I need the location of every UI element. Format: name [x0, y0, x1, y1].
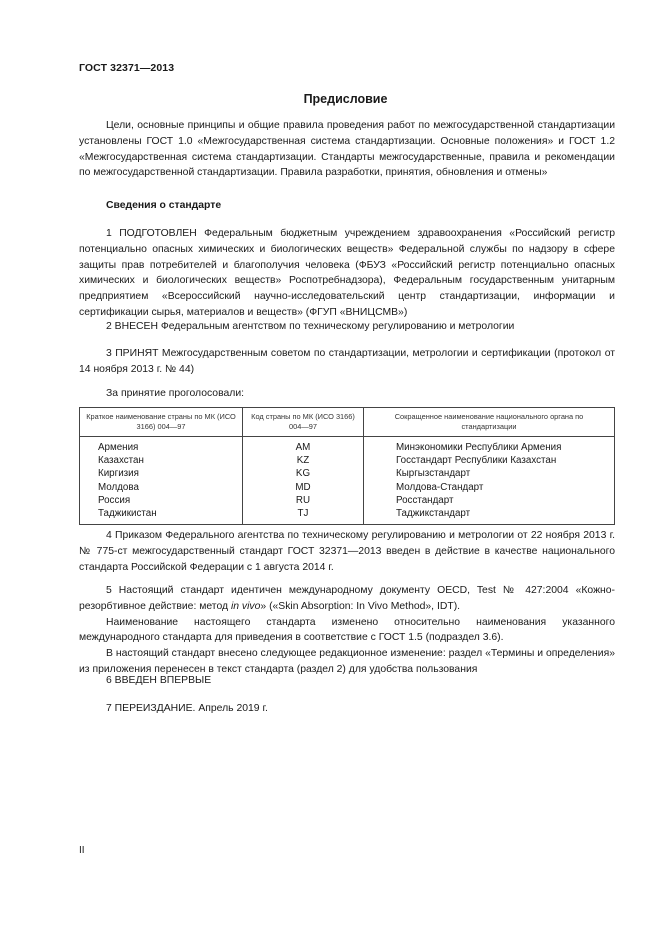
item-7-text: 7 ПЕРЕИЗДАНИЕ. Апрель 2019 г. [106, 703, 268, 714]
country-cell: Киргизия [80, 467, 243, 480]
item-4 [79, 528, 615, 575]
table-row [80, 437, 615, 455]
country-cell: Армения [80, 437, 243, 455]
table-header-body: Сокращенное наименование национального органа по стандартизации [364, 408, 615, 437]
page-number: II [79, 845, 85, 856]
item-5-text-3: В настоящий стандарт внесено следующее редакционное изменение: раздел «Термины и определения» из приложения перенесен в текст стандарта (раздел 2) для удобства пользования [79, 648, 615, 675]
body-cell: Минэкономики Республики Армения [364, 437, 615, 455]
item-2-text: 2 ВНЕСЕН Федеральным агентством по техническому регулированию и метрологии [106, 321, 515, 332]
country-cell: Россия [80, 494, 243, 507]
table-header-row [80, 408, 615, 437]
body-cell: Госстандарт Республики Казахстан [364, 454, 615, 467]
item-5-text-2: Наименование настоящего стандарта изменено относительно наименования указанного международного стандарта для приведения в соответствие с ГОСТ 1.5 (подраздел 3.6). [79, 616, 615, 644]
page-title [0, 92, 661, 106]
item-1-text: 1 ПОДГОТОВЛЕН Федеральным бюджетным учреждением здравоохранения «Российский регистр потенциально опасных химических и биологических веществ» Федеральной службы по надзору в сфере защиты прав потребителей и благополучия человека (ФБУЗ «Российский регистр потенциально опасных химических и биологических веществ» Роспотребнадзора), Федеральным государственным унитарным предприятием «Всероссийский научно-исследовательский центр стандартизации, информации и сертификации сырья, материалов и веществ» (ФГУП «ВНИЦСМВ») [79, 228, 615, 318]
table-row [80, 467, 615, 480]
code-cell: AM [243, 437, 364, 455]
country-cell: Молдова [80, 481, 243, 494]
country-cell: Таджикистан [80, 507, 243, 525]
item-5 [79, 583, 615, 678]
intro-paragraph [79, 118, 615, 181]
body-cell: Таджикстандарт [364, 507, 615, 525]
table-row [80, 454, 615, 467]
item-4-text: 4 Приказом Федерального агентства по техническому регулированию и метрологии от 22 ноября 2013 г. № 775-ст межгосударственный стандарт ГОСТ 32371—2013 введен в действие в качестве национального стандарта Российской Федерации с 1 августа 2014 г. [79, 530, 615, 573]
table-header-code: Код страны по МК (ИСО 3166) 004—97 [243, 408, 364, 437]
item-6 [79, 673, 615, 689]
table-row [80, 507, 615, 525]
item-7 [79, 701, 615, 717]
vote-label-text: За принятие проголосовали: [106, 388, 245, 399]
code-cell: KG [243, 467, 364, 480]
code-cell: RU [243, 494, 364, 507]
body-cell: Молдова-Стандарт [364, 481, 615, 494]
table-header-country: Краткое наименование страны по МК (ИСО 3166) 004—97 [80, 408, 243, 437]
voting-table [79, 407, 615, 525]
intro-text: Цели, основные принципы и общие правила проведения работ по межгосударственной стандартизации установлены ГОСТ 1.0 «Межгосударственная система стандартизации. Основные положения» и ГОСТ 1.2 «Межгосударственная система стандартизации. Стандарты межгосударственные, правила и рекомендации по межгосударственной стандартизации. Правила разработки, принятия, обновления и отмены» [79, 120, 615, 179]
item-3-text: 3 ПРИНЯТ Межгосударственным советом по стандартизации, метрологии и сертификации (протокол от 14 ноября 2013 г. № 44) [79, 348, 615, 375]
table-row [80, 494, 615, 507]
item-5-text [79, 583, 615, 615]
code-cell: TJ [243, 507, 364, 525]
item-1 [79, 226, 615, 321]
code-cell: MD [243, 481, 364, 494]
body-cell: Кыргызстандарт [364, 467, 615, 480]
page-title-text: Предисловие [303, 92, 388, 106]
document-header: ГОСТ 32371—2013 [79, 62, 175, 74]
item-5-text-italic: in vivo [230, 600, 261, 612]
table-row [80, 481, 615, 494]
code-cell: KZ [243, 454, 364, 467]
item-5-text-pre: 5 Настоящий стандарт идентичен международному документу OECD, Test № 427:2004 «Кожно-резорбтивное действие: метод [79, 585, 615, 612]
item-5-text-post: » («Skin Absorption: In Vivo Method», IDT). [260, 600, 461, 612]
item-3 [79, 346, 615, 378]
body-cell: Росстандарт [364, 494, 615, 507]
vote-label [79, 386, 615, 402]
item-2 [79, 319, 615, 335]
country-cell: Казахстан [80, 454, 243, 467]
section-subheading: Сведения о стандарте [106, 200, 222, 211]
item-6-text: 6 ВВЕДЕН ВПЕРВЫЕ [106, 675, 212, 686]
